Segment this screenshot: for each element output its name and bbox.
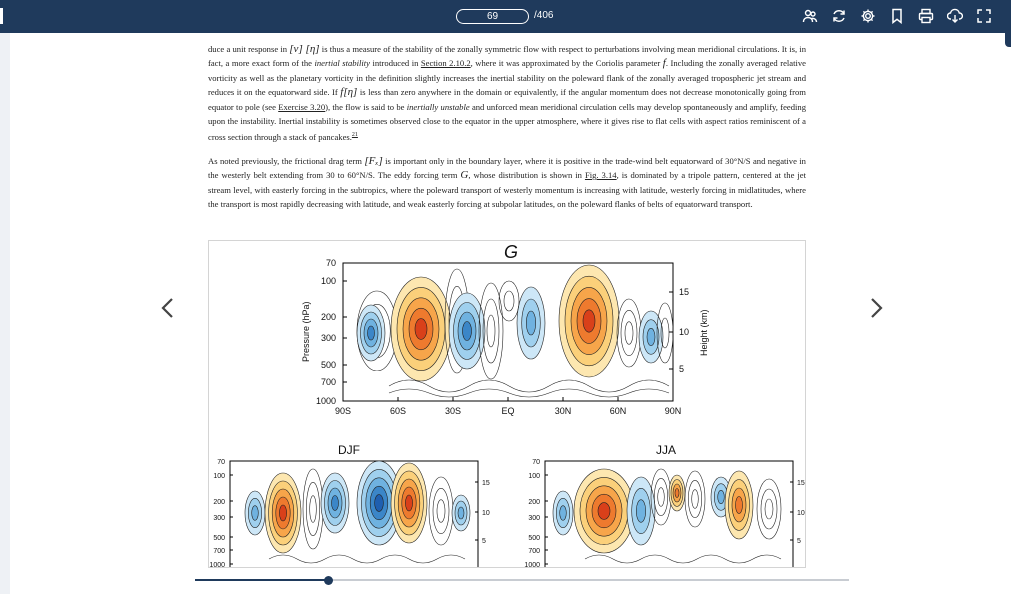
next-page-arrow-icon[interactable]	[868, 297, 884, 319]
jja-panel	[524, 443, 804, 568]
latitude-tick-label: 30N	[554, 406, 572, 416]
djf-pressure-ticks	[209, 459, 233, 568]
people-icon[interactable]	[800, 6, 820, 26]
easterly-forcing-contour	[560, 506, 567, 521]
pressure-tick-label: 700	[528, 548, 540, 555]
pressure-tick-label: 200	[528, 499, 540, 506]
height-tick-label: 5	[482, 538, 486, 545]
section-link[interactable]: Section 2.10.2	[420, 58, 471, 69]
terrain-mask	[232, 549, 266, 567]
print-icon[interactable]	[916, 6, 936, 26]
fullscreen-icon[interactable]	[974, 6, 994, 26]
westerly-forcing-contour	[405, 495, 412, 511]
bookmark-icon[interactable]	[887, 6, 907, 26]
pressure-tick-label: 500	[528, 535, 540, 542]
latitude-tick-label: 60S	[389, 406, 407, 416]
easterly-forcing-contour	[647, 328, 655, 345]
math-expression: [v] [η]	[289, 43, 320, 55]
pressure-tick-label: 500	[213, 535, 225, 542]
pressure-tick-label: 100	[213, 473, 225, 480]
height-tick-label: 15	[482, 480, 490, 487]
latitude-tick-label: 60N	[609, 406, 627, 416]
reading-progress-handle[interactable]	[324, 576, 333, 585]
pressure-axis-label: Pressure (hPa)	[301, 301, 311, 362]
footnote-link[interactable]: 21	[351, 132, 358, 139]
math-expression: f[η]	[340, 86, 358, 99]
height-tick-label: 10	[482, 510, 490, 517]
figure-link[interactable]: Fig. 3.14	[584, 170, 617, 181]
pressure-tick-label: 200	[320, 312, 336, 322]
paragraph-1: duce a unit response in [v] [η] is thus a measure of the stability of the zonally symmetric flow with respect to perturbations involving mean meridional circulations. It is, in fact, a more exact form of the inertial stability introduced in Section 2.10.2, where it was approximated by the Coriolis parameter f. Including the zonally averaged relative vorticity as well as the planetary vorticity in the definition slightly increases the inertial stability on the poleward flank of the zonally averaged tropospheric jet stream and reduces it on the equatorward side. If f[η] is less than zero anywhere in the domain or equivalently, if the angular momentum does not decrease monotonically going from equator to pole (see Exercise 3.20), the flow is said to be inertially unstable and unforced mean meridional circulation cells may develop spontaneously and amplify, feeding upon the instability. Inertial instability is sometimes observed close to the equator in the upper atmosphere, where it gives rise to flat cells with aspect ratios reminiscent of a cross section through a stack of pancakes.$^{21}$	[208, 43, 806, 143]
pressure-tick-label: 700	[320, 377, 336, 387]
djf-title: DJF	[338, 443, 360, 457]
easterly-forcing-contour	[458, 507, 464, 519]
reading-progress-fill	[195, 579, 329, 581]
easterly-forcing-contour	[526, 311, 535, 335]
jja-title: JJA	[655, 443, 677, 457]
book-text	[208, 42, 806, 220]
terrain-mask	[345, 371, 389, 399]
westerly-forcing-contour	[279, 505, 286, 521]
top-toolbar	[0, 0, 1011, 33]
easterly-forcing-contour	[718, 490, 725, 503]
latitude-tick-label: 30S	[444, 406, 462, 416]
page-number-input[interactable]: 69	[456, 9, 529, 24]
westerly-forcing-contour	[598, 503, 610, 520]
page-total-label: /406	[534, 10, 554, 21]
westerly-forcing-contour	[675, 489, 679, 498]
height-tick-label: 5	[679, 364, 685, 374]
right-edge-tab	[1005, 33, 1011, 47]
figure-title: G	[503, 242, 519, 262]
pressure-tick-label: 300	[213, 515, 225, 522]
height-tick-label: 15	[679, 287, 690, 297]
djf-panel	[209, 443, 489, 568]
math-expression: [Fₓ]	[364, 154, 383, 167]
easterly-forcing-contour	[375, 495, 384, 512]
pressure-tick-label: 1000	[209, 562, 225, 569]
easterly-forcing-contour	[252, 506, 259, 521]
westerly-forcing-contour	[415, 319, 427, 340]
main-panel	[301, 258, 709, 416]
pressure-tick-label: 300	[320, 333, 336, 343]
westerly-forcing-contour	[736, 497, 743, 514]
latitude-tick-label: EQ	[501, 406, 515, 416]
pressure-tick-label: 70	[217, 459, 225, 466]
easterly-forcing-contour	[368, 326, 375, 340]
pressure-tick-label: 500	[320, 360, 336, 370]
math-expression: f	[662, 57, 666, 70]
pressure-tick-label: 300	[528, 515, 540, 522]
height-tick-label: 10	[797, 510, 805, 517]
figure-eddy-forcing	[208, 240, 806, 568]
latitude-tick-label: 90S	[334, 406, 352, 416]
math-expression: G	[460, 169, 469, 182]
height-tick-label: 5	[797, 538, 801, 545]
cloud-download-icon[interactable]	[945, 6, 965, 26]
easterly-forcing-contour	[463, 322, 472, 341]
easterly-forcing-contour	[636, 500, 645, 523]
previous-page-arrow-icon[interactable]	[160, 297, 176, 319]
pressure-tick-label: 1000	[315, 396, 336, 406]
latitude-tick-label: 90N	[664, 406, 682, 416]
terrain-mask	[547, 549, 583, 567]
height-tick-label: 15	[797, 480, 805, 487]
pressure-tick-label: 100	[528, 473, 540, 480]
pressure-tick-label: 70	[532, 459, 540, 466]
refresh-icon[interactable]	[829, 6, 849, 26]
jja-pressure-ticks	[524, 459, 548, 568]
pressure-ticks	[316, 258, 347, 406]
westerly-forcing-contour	[583, 310, 595, 332]
pressure-tick-label: 700	[213, 548, 225, 555]
height-tick-label: 10	[679, 327, 690, 337]
pressure-tick-label: 200	[213, 499, 225, 506]
gear-icon[interactable]	[858, 6, 878, 26]
pressure-tick-label: 100	[320, 276, 336, 286]
easterly-forcing-contour	[332, 496, 339, 511]
pressure-tick-label: 1000	[524, 562, 540, 569]
height-axis-label: Height (km)	[699, 309, 709, 356]
left-edge-marker	[0, 8, 3, 24]
figure-canvas	[209, 241, 806, 568]
paragraph-2: As noted previously, the frictional drag term [Fₓ] is important only in the boundary layer, where it is positive in the trade-wind belt equatorward of 30°N/S and negative in the westerly belt extending from 30 to 60°N/S. The eddy forcing term G, whose distribution is shown in Fig. 3.14, is dominated by a tripole pattern, centered at the jet stream level, with easterly forcing in the subtropics, where the poleward transport of westerly momentum is increasing with latitude, westerly forcing in midlatitudes, where the transport is most rapidly decreasing with latitude, and weak easterly forcing at subpolar latitudes, on the poleward flanks of belts of equatorward transport.	[208, 154, 806, 209]
pressure-tick-label: 70	[325, 258, 336, 268]
exercise-link[interactable]: Exercise 3.20	[278, 101, 326, 112]
